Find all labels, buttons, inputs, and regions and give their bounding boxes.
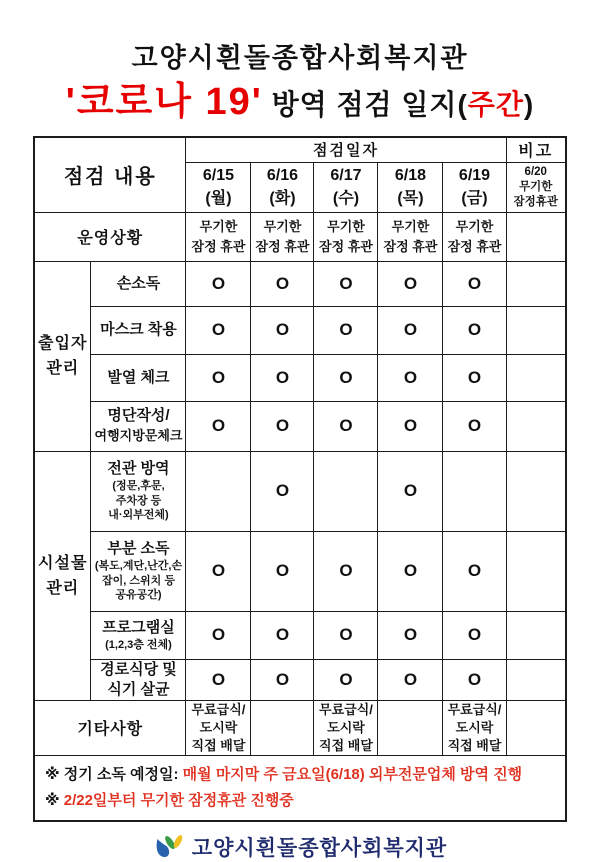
section-name-line: 시설물 [38,554,88,572]
mark-cell: O [378,531,443,611]
etc-line: 무료급식/ [447,701,502,717]
day-value: (목) [397,190,424,207]
etc-meal-cell [314,700,378,755]
mark-cell: O [443,354,506,401]
mark-cell: O [443,401,506,451]
mark-cell: O [314,306,378,354]
note-empty-cell [506,700,566,755]
note-empty-cell [506,531,566,611]
item-sub-line: (복도,계단,난간,손 [94,560,183,573]
mark-cell: O [378,611,443,659]
footnote-red: 매월 마지막 주 금요일(6/18) 외부전문업체 방역 진행 [182,765,523,783]
mark-cell: O [251,401,314,451]
item-temperature: 발열 체크 [91,354,186,401]
etc-line: 무료급식/ [191,701,246,717]
document-title [0,81,600,126]
mark-cell: O [443,531,506,611]
mark-cell [443,451,506,531]
item-sub-line: 내·외부전체) [108,509,169,522]
etc-line: 도시락 [199,719,238,735]
closed-line: 잠정 휴관 [191,238,246,254]
date-value: 6/17 [330,167,362,184]
inspection-table [33,136,567,822]
section-name-line: 관리 [46,579,80,597]
mark-cell: O [443,611,506,659]
mark-cell: O [186,401,251,451]
header-date-tue [251,162,314,212]
etc-empty-cell [378,700,443,755]
operating-cell [443,212,506,261]
title-block [0,36,600,126]
item-partial-disinfection [91,531,186,611]
mark-cell: O [251,261,314,306]
etc-empty-cell [251,700,314,755]
mark-cell: O [378,451,443,531]
etc-line: 무료급식/ [319,701,373,717]
mark-cell: O [443,261,506,306]
item-label-line: 명단작성/ [107,407,170,424]
header-date-group: 점검일자 [186,137,506,162]
header-date-wed [314,162,378,212]
footnote-black: ※ [44,791,64,809]
note-empty-cell [506,212,566,261]
note-empty-cell [506,401,566,451]
note-detail-line: 잠정휴관 [513,195,558,208]
day-value: (월) [205,190,232,207]
item-label-line: 경로식당 및 [100,660,177,678]
section-name-line: 출입자 [38,335,88,352]
item-sub-line: (1,2,3층 전체) [105,638,172,651]
note-empty-cell [506,354,566,401]
mark-cell: O [251,659,314,700]
mark-cell: O [186,659,251,700]
closed-line: 무기한 [263,218,302,234]
mark-cell: O [314,354,378,401]
item-hand-sanitize: 손소독 [91,261,186,306]
row-operating-label: 운영상황 [34,212,186,261]
operating-cell [378,212,443,261]
item-registry [91,401,186,451]
footnote-red: 2/22일부터 무기한 잠정휴관 진행중 [63,791,294,809]
mark-cell: O [251,611,314,659]
date-value: 6/15 [202,167,235,184]
mark-cell: O [378,306,443,354]
closed-line: 잠정 휴관 [447,238,502,254]
item-sub-line: 주차장 등 [115,494,162,507]
item-label-line: 식기 살균 [107,680,170,698]
footnote-2 [45,788,555,814]
etc-line: 직접 배달 [191,737,246,753]
organization-title: 고양시흰돌종합사회복지관 [131,43,469,73]
mark-cell: O [378,261,443,306]
etc-meal-cell [443,700,506,755]
date-value: 6/19 [458,167,491,184]
mark-cell: O [443,306,506,354]
mark-cell: O [186,306,251,354]
closed-line: 잠정 휴관 [383,238,438,254]
etc-meal-cell [186,700,251,755]
date-value: 6/16 [266,167,299,184]
mark-cell: O [314,261,378,306]
note-empty-cell [506,611,566,659]
mark-cell: O [251,531,314,611]
closed-line: 무기한 [199,218,238,234]
section-name-line: 관리 [46,360,80,377]
closed-line: 잠정 휴관 [319,238,373,254]
closed-line: 무기한 [391,218,430,234]
item-full-disinfection [91,451,186,531]
mark-cell: O [186,611,251,659]
item-label-line: 여행지방문체크 [94,428,183,443]
closed-line: 무기한 [455,218,494,234]
closed-line: 무기한 [327,218,365,234]
item-label-line: 부분 소독 [107,540,170,558]
title-weekly: 주간 [467,89,524,120]
mark-cell: O [314,611,378,659]
mark-cell: O [378,401,443,451]
mark-cell: O [378,659,443,700]
item-label-line: 전관 방역 [107,460,170,478]
note-empty-cell [506,659,566,700]
header-content: 점검 내용 [34,137,186,212]
header-date-fri [443,162,506,212]
day-value: (금) [461,190,488,207]
item-sub-line: 공유공간) [115,589,162,602]
header-date-thu [378,162,443,212]
title-paren-open: ( [457,89,468,120]
item-program-rooms [91,611,186,659]
operating-cell [251,212,314,261]
etc-line: 직접 배달 [319,737,373,753]
note-detail-line: 무기한 [519,180,553,193]
note-detail-cell [506,162,566,212]
closed-line: 잠정 휴관 [255,238,310,254]
header-date-mon [186,162,251,212]
footer-logo [0,832,600,862]
item-mask: 마스크 착용 [91,306,186,354]
mark-cell: O [186,354,251,401]
operating-cell [186,212,251,261]
header-note: 비고 [506,137,566,162]
mark-cell: O [186,531,251,611]
footnote-black: ※ 정기 소독 예정일: [44,765,183,783]
welfare-center-logo-icon [153,832,187,862]
date-value: 6/18 [394,167,427,184]
note-empty-cell [506,261,566,306]
title-covid19: '코로나 19' [65,81,263,123]
section-facilities [34,451,91,700]
item-label-line: 프로그램실 [102,618,175,636]
day-value: (수) [332,190,360,207]
etc-line: 직접 배달 [447,737,502,753]
mark-cell [314,451,378,531]
title-mid: 방역 점검 일지 [262,89,458,120]
footnote-1 [45,762,555,788]
mark-cell: O [186,261,251,306]
row-etc-label: 기타사항 [34,700,186,755]
note-detail-line: 6/20 [524,165,547,178]
mark-cell [186,451,251,531]
item-sub-line: 잡이, 스위치 등 [102,574,175,587]
mark-cell: O [251,354,314,401]
mark-cell: O [314,401,378,451]
day-value: (화) [269,190,296,207]
note-empty-cell [506,306,566,354]
operating-cell [314,212,378,261]
footnotes-cell [34,755,566,821]
item-sub-line: (정문,후문, [112,480,165,493]
title-paren-close: ) [523,89,535,120]
mark-cell: O [443,659,506,700]
mark-cell: O [314,659,378,700]
note-empty-cell [506,451,566,531]
etc-line: 도시락 [455,719,494,735]
footer-org-name: 고양시흰돌종합사회복지관 [191,836,448,860]
section-visitors [34,261,91,451]
mark-cell: O [251,306,314,354]
mark-cell: O [314,531,378,611]
etc-line: 도시락 [327,719,365,735]
mark-cell: O [251,451,314,531]
mark-cell: O [378,354,443,401]
item-cafeteria [91,659,186,700]
